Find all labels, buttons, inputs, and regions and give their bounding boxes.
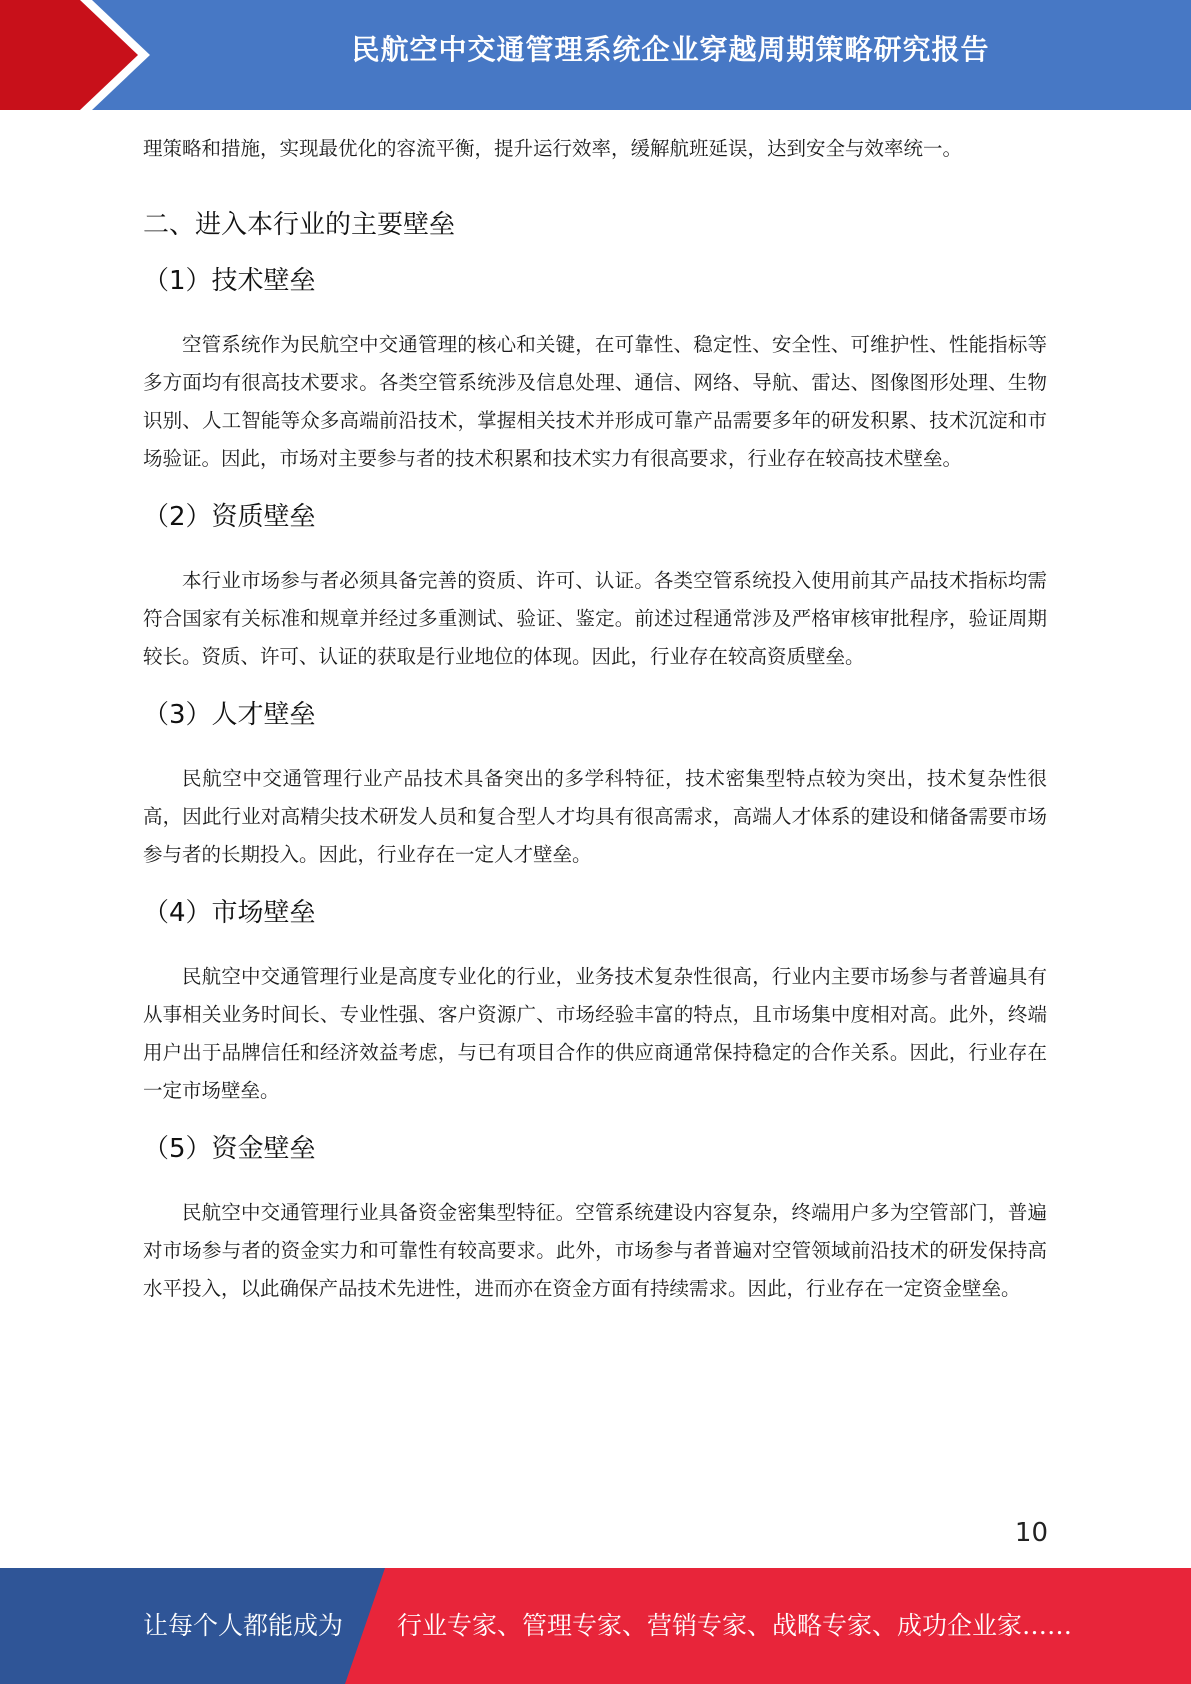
page-number: 10 [1014,1518,1048,1548]
subsection-heading: （4）市场壁垒 [143,898,316,928]
subsection-talent [143,698,1047,874]
intro-paragraph: 理策略和措施，实现最优化的容流平衡，提升运行效率，缓解航班延误，达到安全与效率统一。 [143,137,963,160]
subsection-capital [143,1132,1047,1308]
subsection-paragraph: 空管系统作为民航空中交通管理的核心和关键，在可靠性、稳定性、安全性、可维护性、性能指标等多方面均有很高技术要求。各类空管系统涉及信息处理、通信、网络、导航、雷达、图像图形处理、生物识别、人工智能等众多高端前沿技术，掌握相关技术并形成可靠产品需要多年的研发积累、技术沉淀和市场验证。因此，市场对主要参与者的技术积累和技术实力有很高要求，行业存在较高技术壁垒。 [143,333,1047,470]
subsection-market [143,896,1047,1110]
subsection-paragraph: 民航空中交通管理行业是高度专业化的行业，业务技术复杂性很高，行业内主要市场参与者普遍具有从事相关业务时间长、专业性强、客户资源广、市场经验丰富的特点，且市场集中度相对高。此外，终端用户出于品牌信任和经济效益考虑，与已有项目合作的供应商通常保持稳定的合作关系。因此，行业存在一定市场壁垒。 [143,965,1047,1102]
section-heading: 二、进入本行业的主要壁垒 [143,210,456,240]
report-title: 民航空中交通管理系统企业穿越周期策略研究报告 [351,33,990,66]
footer-slogan-right: 行业专家、管理专家、营销专家、战略专家、成功企业家…… [397,1611,1073,1640]
subsection-technology [143,264,1047,478]
subsection-heading: （1）技术壁垒 [143,266,316,296]
subsection-qualification [143,500,1047,676]
subsection-paragraph: 本行业市场参与者必须具备完善的资质、许可、认证。各类空管系统投入使用前其产品技术指标均需符合国家有关标准和规章并经过多重测试、验证、鉴定。前述过程通常涉及严格审核审批程序，验证周期较长。资质、许可、认证的获取是行业地位的体现。因此，行业存在较高资质壁垒。 [143,569,1047,668]
subsection-heading: （5）资金壁垒 [143,1134,316,1164]
page-content [143,130,1047,1308]
subsection-paragraph: 民航空中交通管理行业具备资金密集型特征。空管系统建设内容复杂，终端用户多为空管部门，普遍对市场参与者的资金实力和可靠性有较高要求。此外，市场参与者普遍对空管领域前沿技术的研发保持高水平投入，以此确保产品技术先进性，进而亦在资金方面有持续需求。因此，行业存在一定资金壁垒。 [143,1201,1047,1300]
subsection-heading: （2）资质壁垒 [143,502,316,532]
header-chevron-decoration [0,0,150,110]
subsection-paragraph: 民航空中交通管理行业产品技术具备突出的多学科特征，技术密集型特点较为突出，技术复杂性很高，因此行业对高精尖技术研发人员和复合型人才均具有很高需求，高端人才体系的建设和储备需要市场参与者的长期投入。因此，行业存在一定人才壁垒。 [143,767,1047,866]
page-footer [0,1568,1191,1684]
footer-slogan-left: 让每个人都能成为 [143,1611,344,1640]
subsection-heading: （3）人才壁垒 [143,700,316,730]
page-header [0,0,1191,110]
